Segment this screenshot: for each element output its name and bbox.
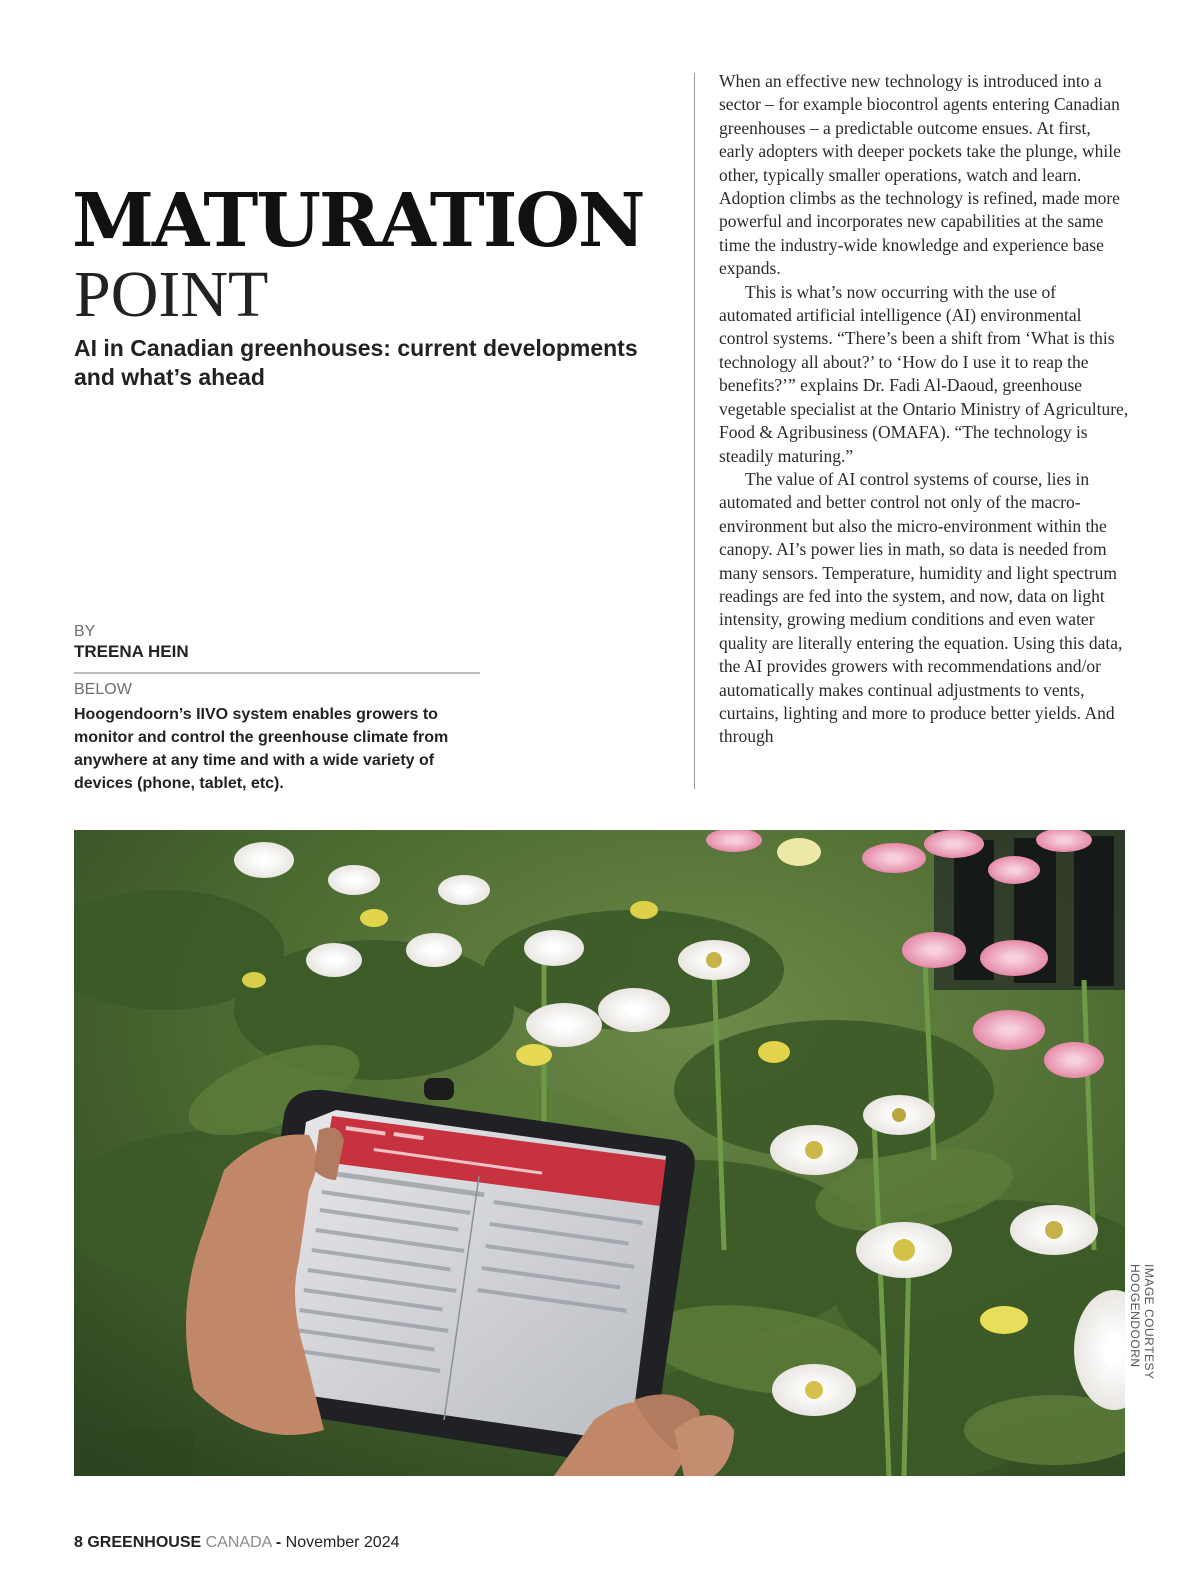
caption-label: BELOW: [74, 681, 132, 698]
greenhouse-photo: [74, 830, 1125, 1476]
byline-label: BY: [74, 623, 96, 640]
page-footer: [74, 1534, 399, 1552]
footer-separator: -: [275, 1534, 282, 1551]
body-paragraph: When an effective new technology is introduced into a sector – for example biocontrol agents entering Canadian greenhouses – a predictable outcome ensues. At first, early adopters with deeper pockets take the plunge, while other, typically smaller operations, watch and learn. Adoption climbs as the technology is refined, made more powerful and incorporates new capabilities at the same time the industry-wide knowledge and experience base expands.: [719, 71, 1121, 279]
magazine-name-light: CANADA: [205, 1534, 272, 1551]
byline-divider: [74, 672, 480, 674]
author-name: TREENA HEIN: [74, 642, 189, 661]
magazine-name-bold: GREENHOUSE: [87, 1534, 202, 1551]
article-title-main: MATURATION: [72, 178, 644, 264]
column-divider: [694, 73, 695, 789]
article-subtitle: AI in Canadian greenhouses: current developments and what’s ahead: [74, 335, 638, 390]
image-credit: IMAGE COURTESY HOOGENDOORN: [1128, 1264, 1156, 1380]
issue-date: November 2024: [285, 1534, 400, 1551]
article-body: [719, 70, 1129, 749]
body-paragraph: The value of AI control systems of course, lies in automated and better control not only of the macro-environment but also the micro-environment within the canopy. AI’s power lies in math, so data is needed from many sensors. Temperature, humidity and light spectrum readings are fed into the system, and now, data on light intensity, growing medium conditions and even water quality are literally entering the equation. Using this data, the AI provides growers with recommendations and/or automatically makes continual adjustments to vents, curtains, lighting and more to produce better yields. And through: [719, 468, 1123, 747]
photo-caption: Hoogendoorn’s IIVO system enables growers to monitor and control the greenhouse climate from anywhere at any time and with a wide variety of devices (phone, tablet, etc).: [74, 706, 449, 792]
article-title-sub: POINT: [74, 258, 269, 331]
page-number: 8: [74, 1534, 83, 1551]
body-paragraph: This is what’s now occurring with the use of automated artificial intelligence (AI) environmental control systems. “There’s been a shift from ‘What is this technology all about?’ to ‘How do I use it to reap the benefits?’” explains Dr. Fadi Al-Daoud, greenhouse vegetable specialist at the Ontario Ministry of Agriculture, Food & Agribusiness (OMAFA). “The technology is steadily maturing.”: [719, 281, 1129, 466]
